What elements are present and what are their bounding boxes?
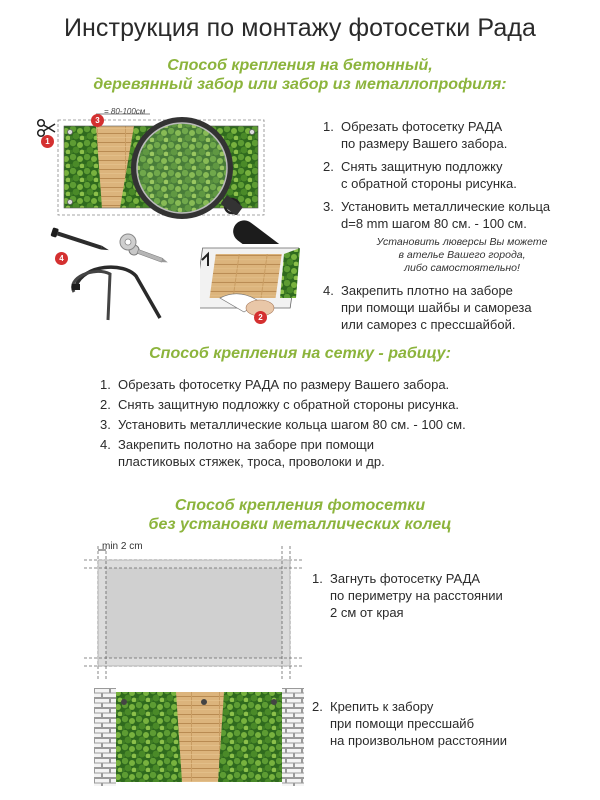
list-item: 3. Установить металлические кольца d=8 mm шагом 80 см. - 100 см.	[323, 199, 551, 231]
min-margin-label: min 2 cm	[102, 541, 143, 552]
step-badge-3: 3	[91, 114, 104, 127]
cable-tie-icon	[64, 258, 164, 324]
section1-steps	[323, 118, 595, 339]
list-item: 2. Крепить к забору при помощи прессшайб на произвольном расстоянии	[312, 699, 508, 748]
section1-illustration	[0, 98, 330, 333]
section1-heading: Способ крепления на бетонный, деревянный забор или забор из металлопрофиля:	[93, 57, 507, 93]
step-badge-2: 2	[254, 311, 267, 324]
page-title: Инструкция по монтажу фотосетки Рада	[63, 14, 537, 42]
folded-edge-diagram	[84, 546, 304, 680]
section3-heading: Способ крепления фотосетки без установки металлических колец	[148, 497, 452, 533]
step-badge-1: 1	[41, 135, 54, 148]
section2-heading: Способ крепления на сетку - рабицу:	[149, 345, 451, 362]
section3-step2	[312, 698, 592, 755]
list-item: 4. Закрепить плотно на заборе при помощи шайбы и самореза или саморез с прессшайбой.	[323, 283, 532, 332]
washer-icon	[118, 232, 138, 252]
list-item: 1. Обрезать фотосетку РАДА по размеру Вашего забора.	[100, 377, 450, 392]
list-item: 3. Установить металлические кольца шагом 80 см. - 100 см.	[100, 417, 466, 432]
list-item: 1. Загнуть фотосетку РАДА по периметру на расстоянии 2 см от края	[312, 571, 503, 620]
list-item: 2. Снять защитную подложку с обратной стороны рисунка.	[100, 397, 459, 412]
dimension-label: = 80-100см	[104, 107, 146, 116]
section3-step1	[312, 570, 592, 627]
step-badge-4: 4	[55, 252, 68, 265]
brick-pillar-icon	[94, 688, 116, 786]
fence-with-pillars-illustration	[94, 688, 304, 786]
list-item: 1. Обрезать фотосетку РАДА по размеру Вашего забора.	[323, 119, 508, 151]
list-item: 2. Снять защитную подложку с обратной стороны рисунка.	[323, 159, 517, 191]
grommet-note: Установить люверсы Вы можете в ателье Вашего города, либо самостоятельно!	[376, 236, 548, 274]
section2-steps	[100, 376, 466, 473]
list-item: 4. Закрепить полотно на заборе при помощи пластиковых стяжек, троса, проволоки и др.	[100, 437, 385, 469]
